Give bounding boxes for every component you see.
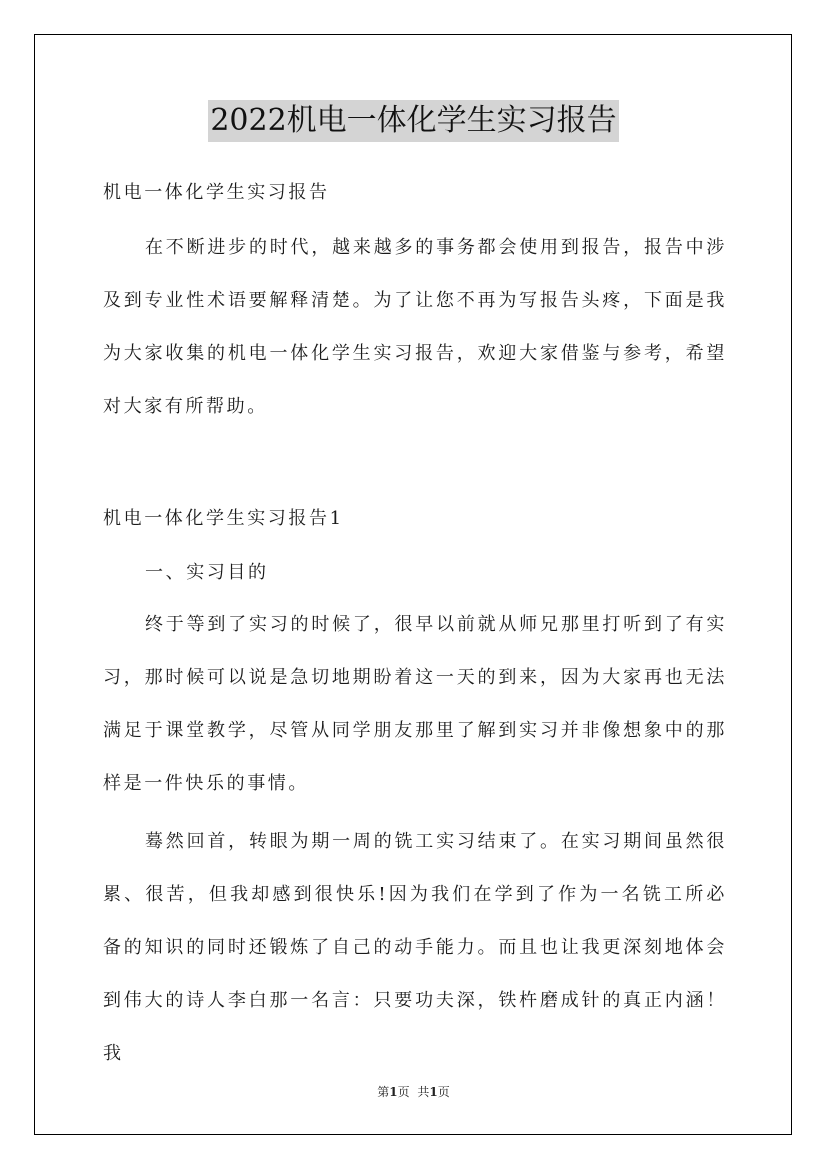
page-footer — [0, 1084, 827, 1100]
footer-total-number: 1 — [429, 1085, 438, 1099]
footer-total-suffix: 页 — [437, 1085, 450, 1099]
paragraph-1: 终于等到了实习的时候了，很早以前就从师兄那里打听到了有实习，那时候可以说是急切地期盼着这一天的到来，因为大家再也无法满足于课堂教学，尽管从同学朋友那里了解到实习并非像想象中的那样是一件快乐的事情。 — [103, 614, 727, 794]
footer-page-label: 第 — [377, 1085, 390, 1099]
paragraph-2: 蓦然回首，转眼为期一周的铣工实习结束了。在实习期间虽然很累、很苦，但我却感到很快乐!因为我们在学到了作为一名铣工所必备的知识的同时还锻炼了自己的动手能力。而且也让我更深刻地体会到伟大的诗人李白那一名言：只要功夫深，铁杵磨成针的真正内涵！我 — [103, 831, 727, 1064]
title-container — [0, 100, 827, 142]
intro-paragraph: 在不断进步的时代，越来越多的事务都会使用到报告，报告中涉及到专业性术语要解释清楚。为了让您不再为写报告头疼，下面是我为大家收集的机电一体化学生实习报告，欢迎大家借鉴与参考，希望对大家有所帮助。 — [103, 237, 727, 417]
footer-page-suffix: 页 — [397, 1085, 410, 1099]
footer-total-label: 共 — [417, 1085, 430, 1099]
section-1-heading: 一、实习目的 — [145, 562, 269, 583]
document-title: 2022机电一体化学生实习报告 — [208, 100, 618, 142]
document-subtitle: 机电一体化学生实习报告 — [103, 182, 330, 203]
footer-page-number: 1 — [389, 1085, 398, 1099]
section-1-title: 机电一体化学生实习报告1 — [103, 508, 344, 529]
